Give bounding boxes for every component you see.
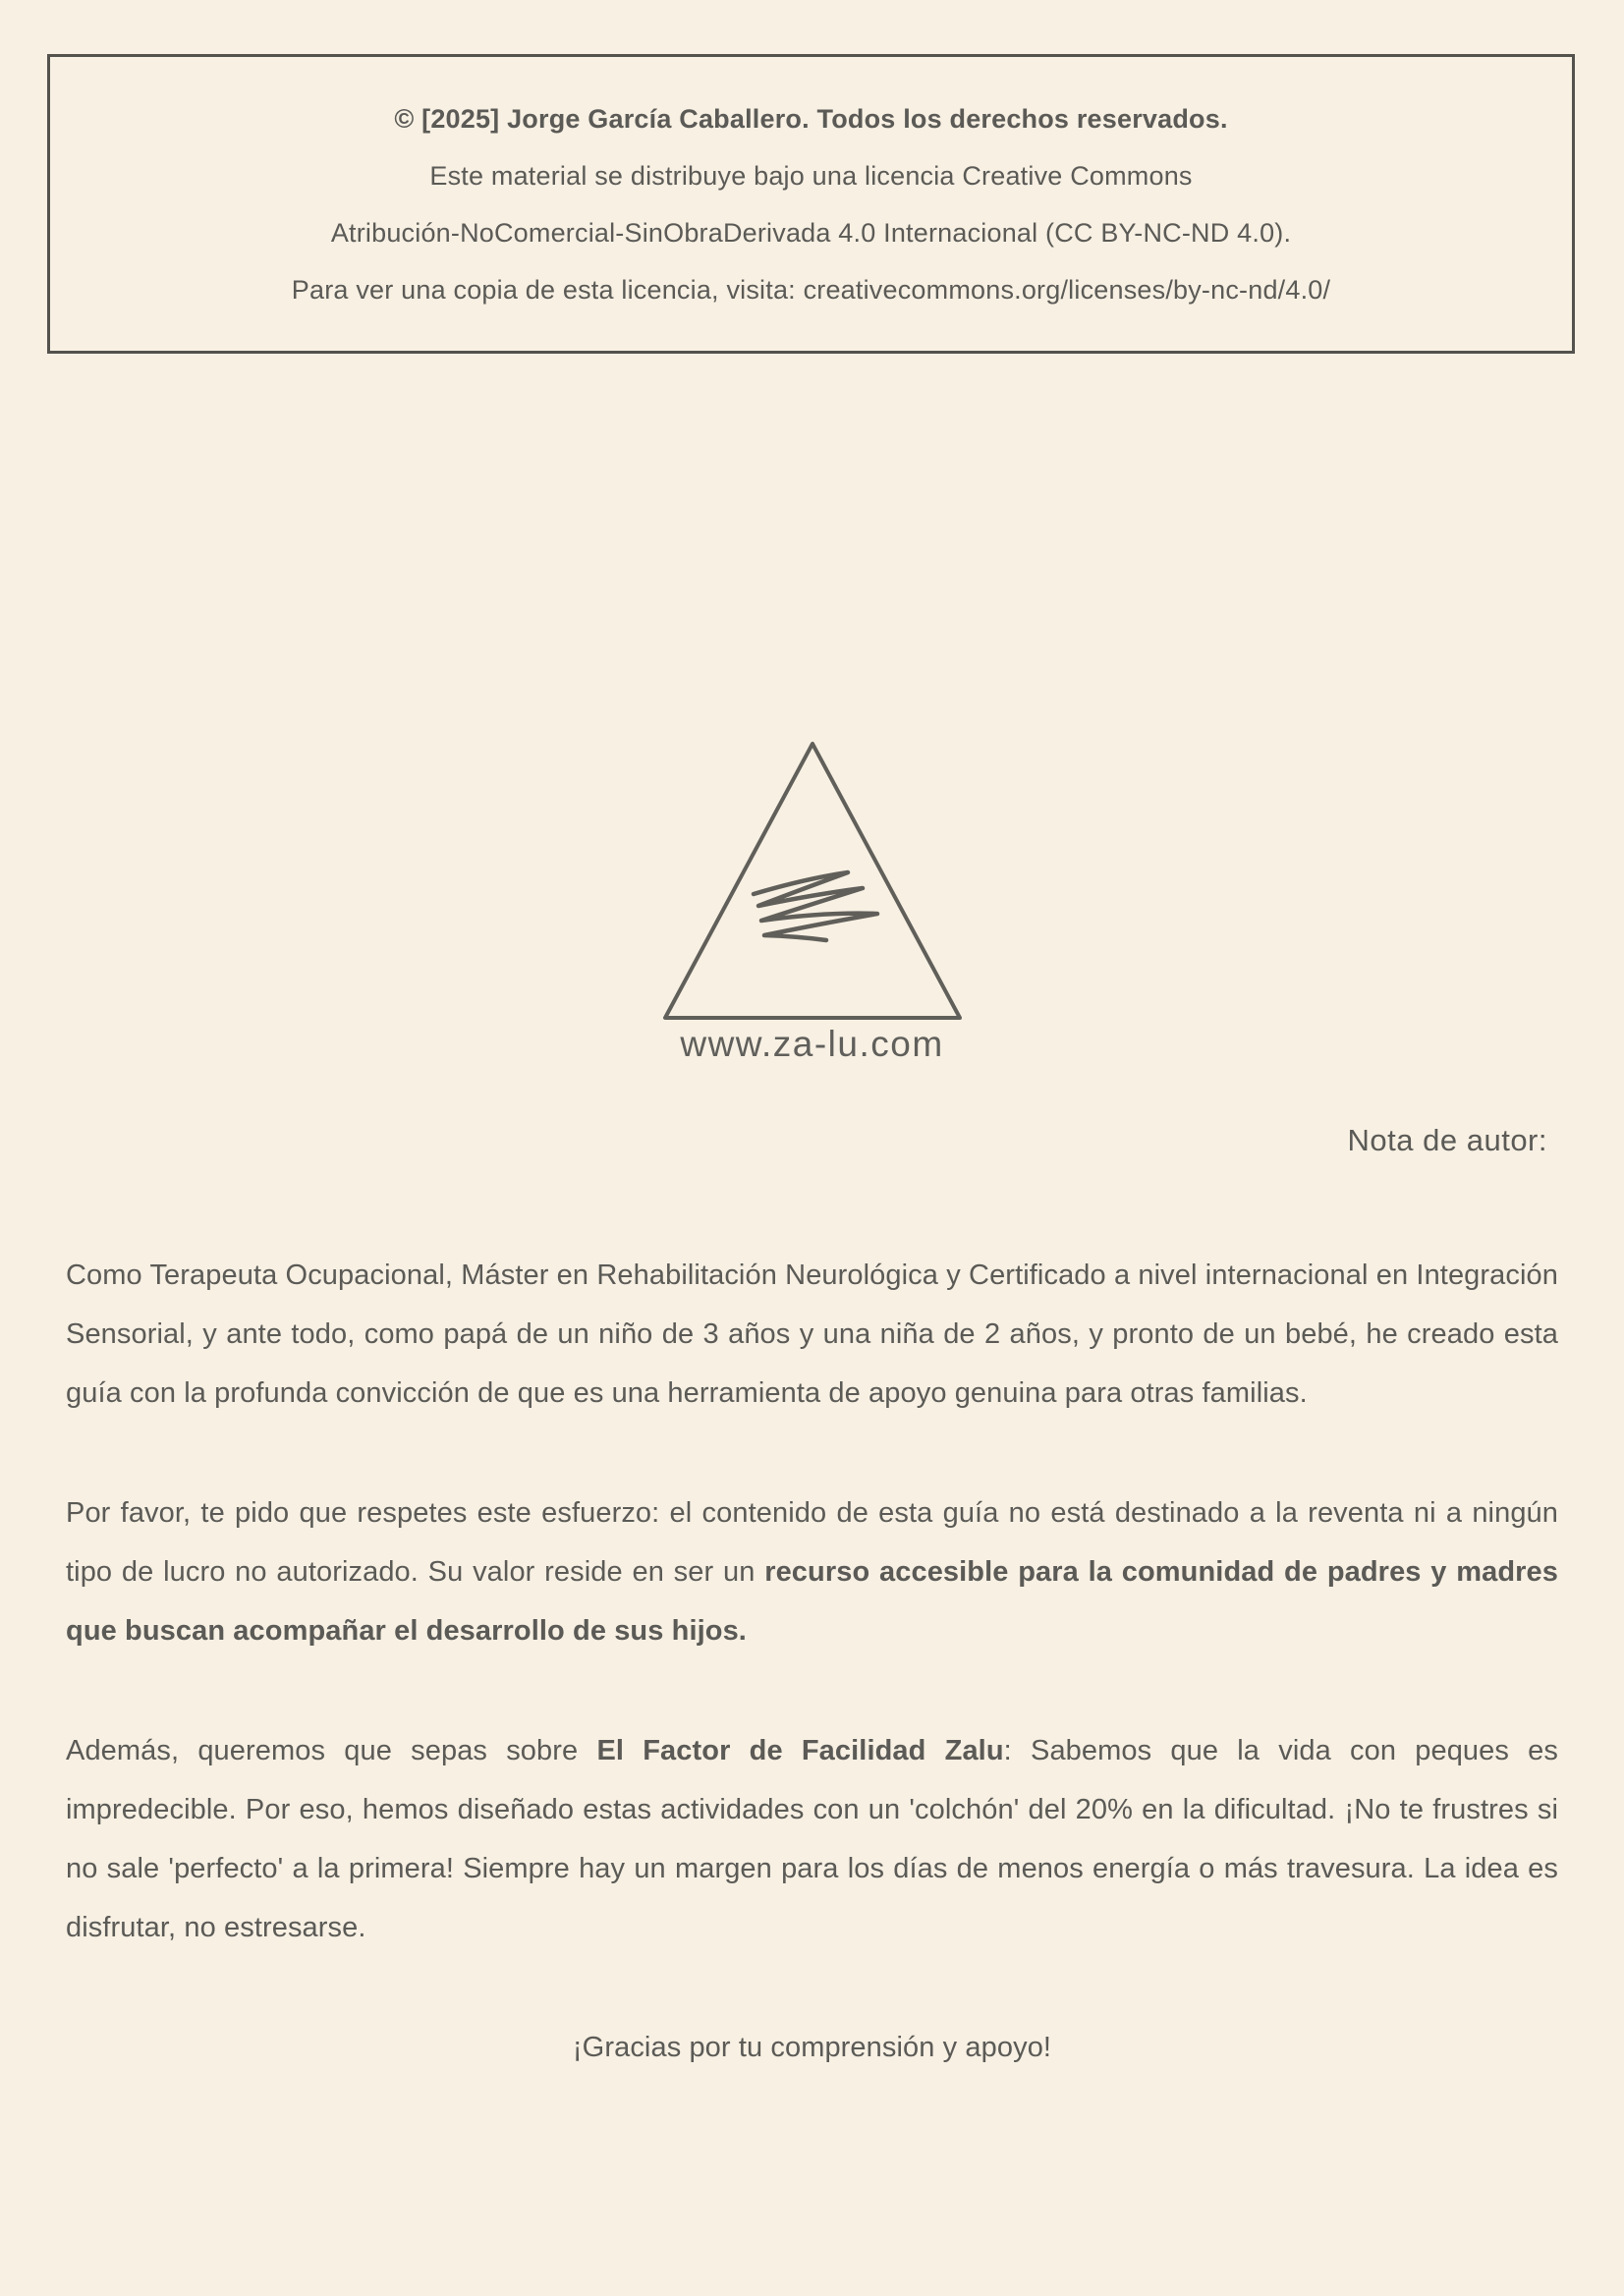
paragraph-facilidad [66, 1721, 1558, 1957]
license-line-2: Atribución-NoComercial-SinObraDerivada 4.0 Internacional (CC BY-NC-ND 4.0). [330, 218, 1292, 248]
paragraph-respect [66, 1484, 1558, 1660]
text-segment: : Sabemos que la vida con peques es impredecible. Por eso, hemos diseñado estas actividades con un 'colchón' del 20% en la dificultad. ¡No te frustres si no sale 'perfecto' a la primera! Siempre hay un margen para los días de menos energía o más travesura. La idea es disfrutar, no estresarse. [66, 1735, 1558, 1943]
logo-block [0, 737, 1624, 1065]
website-url: www.za-lu.com [680, 1024, 944, 1064]
closing-line: ¡Gracias por tu comprensión y apoyo! [572, 2032, 1052, 2063]
copyright-line: © [2025] Jorge García Caballero. Todos los derechos reservados. [394, 104, 1228, 134]
note-body [66, 1246, 1558, 2077]
text-segment: Como Terapeuta Ocupacional, Máster en Rehabilitación Neurológica y Certificado a nivel internacional en Integración Sensorial, y ante todo, como papá de un niño de 3 años y una niña de 2 años, y pronto de un bebé, he creado esta guía con la profunda convicción de que es una herramienta de apoyo genuina para otras familias. [66, 1260, 1558, 1409]
triangle-scribble-logo-icon [659, 737, 966, 1024]
text-segment: Por favor, te pido que respetes este esfuerzo: el contenido de esta guía no está destinado a la reventa ni a ningún tipo de lucro no autorizado. Su valor reside en ser un [66, 1497, 1558, 1588]
license-box [47, 54, 1575, 354]
text-segment-bold: El Factor de Facilidad Zalu [596, 1735, 1004, 1766]
license-line-1: Este material se distribuye bajo una licencia Creative Commons [429, 161, 1193, 191]
note-heading: Nota de autor: [1347, 1123, 1547, 1157]
license-url-line: Para ver una copia de esta licencia, visita: creativecommons.org/licenses/by-nc-nd/4.0/ [291, 275, 1331, 305]
text-segment: Además, queremos que sepas sobre [66, 1735, 597, 1766]
text-segment-bold: recurso accesible para la comunidad de padres y madres que buscan acompañar el desarrollo de sus hijos. [66, 1556, 1558, 1647]
paragraph-intro [66, 1246, 1558, 1423]
